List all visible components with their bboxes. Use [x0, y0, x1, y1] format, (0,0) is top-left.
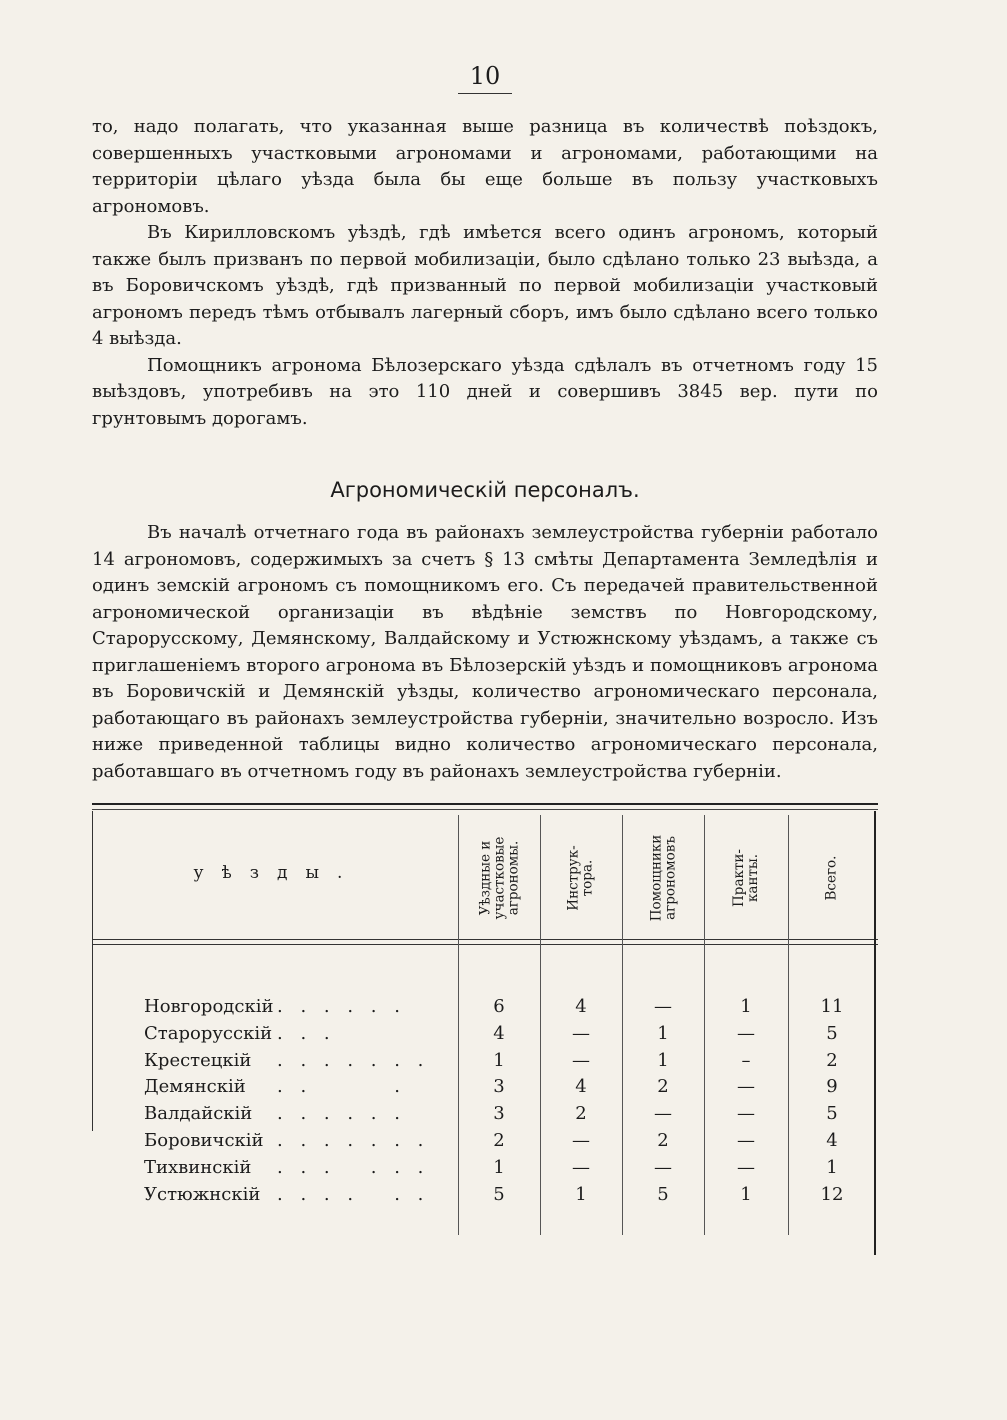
header-col-agronomists	[458, 821, 540, 935]
cell-instructors: 4	[575, 1076, 587, 1098]
cell-agronomists: 5	[493, 1183, 505, 1205]
cell-agronomists: 1	[493, 1156, 505, 1178]
row-uezd-name: Новгородскій	[144, 996, 274, 1017]
cell-total: 2	[826, 1049, 838, 1071]
cell-total: 11	[820, 996, 844, 1017]
header-col-instructors	[540, 821, 622, 935]
cell-trainees: —	[737, 1076, 755, 1098]
header-col-trainees-label: Практи- канты.	[731, 849, 761, 907]
header-uezdy: уѣзды.	[193, 863, 361, 883]
cell-agronomists: 6	[493, 996, 505, 1017]
cell-instructors: 2	[575, 1103, 587, 1125]
cell-agronomists: 2	[493, 1129, 505, 1151]
paragraph-2: Въ Кирилловскомъ уѣздѣ, гдѣ имѣется всего одинъ агрономъ, который также былъ призванъ по первой мобилизаціи, было сдѣлано только 23 выѣзда, а въ Боровичскомъ уѣздѣ, гдѣ призванный по первой мобилизаціи участковый агрономъ передъ тѣмъ отбывалъ лагерный сборъ, имъ было сдѣлано всего только 4 выѣзда.	[92, 222, 878, 349]
row-leader-dots: . . . . . .	[277, 1156, 430, 1178]
cell-instructors: 1	[575, 1183, 587, 1205]
page-number: 10	[469, 62, 501, 90]
cell-agronomists: 4	[493, 1022, 505, 1044]
row-uezd-name: Устюжнскій	[144, 1183, 261, 1205]
header-col-trainees	[704, 821, 788, 935]
table-header-rule	[92, 939, 878, 940]
paragraph-3: Помощникъ агронома Бѣлозерскаго уѣзда сдѣлалъ въ отчетномъ году 15 выѣздовъ, употребивъ на это 110 дней и совершивъ 3845 вер. пути по грунтовымъ дорогамъ.	[92, 354, 878, 429]
header-col-total	[788, 821, 874, 935]
cell-total: 5	[826, 1103, 838, 1125]
paragraph-1: то, надо полагать, что указанная выше разница въ количествѣ поѣздокъ, совершенныхъ участковыми агрономами и агрономами, работающими на территоріи цѣлаго уѣзда была бы еще больше въ пользу участковыхъ агрономовъ.	[92, 116, 878, 217]
cell-instructors: —	[572, 1049, 590, 1071]
table-row	[92, 1023, 878, 1050]
section-text	[92, 520, 878, 785]
table-body	[92, 996, 878, 1210]
header-col-instructors-label: Инструк- тора.	[565, 845, 596, 911]
cell-trainees: –	[741, 1049, 751, 1071]
cell-instructors: 4	[575, 996, 587, 1017]
row-uezd-name: Крестецкій	[144, 1049, 252, 1071]
cell-assistants: —	[654, 1103, 672, 1125]
cell-assistants: 1	[657, 1049, 669, 1071]
cell-total: 5	[826, 1022, 838, 1044]
table-row	[92, 1157, 878, 1184]
cell-trainees: —	[737, 1103, 755, 1125]
row-leader-dots: . . .	[277, 1022, 336, 1044]
cell-trainees: —	[737, 1022, 755, 1044]
row-uezd-name: Валдайскій	[144, 1103, 253, 1125]
row-uezd-name: Демянскій	[144, 1076, 246, 1098]
cell-assistants: 2	[657, 1129, 669, 1151]
row-leader-dots: . . .	[277, 1076, 406, 1098]
section-title: Агрономическій персоналъ.	[330, 478, 640, 502]
header-col-assistants	[622, 821, 704, 935]
row-uezd-name: Старорусскій	[144, 1022, 273, 1044]
table-row	[92, 1103, 878, 1130]
cell-assistants: 1	[657, 1022, 669, 1044]
cell-assistants: —	[654, 996, 672, 1017]
cell-trainees: 1	[740, 1183, 752, 1205]
header-col-agronomists-label: Уѣздные и участковые агрономы.	[477, 836, 522, 920]
cell-trainees: —	[737, 1156, 755, 1178]
table-row	[92, 1184, 878, 1211]
cell-assistants: —	[654, 1156, 672, 1178]
cell-agronomists: 3	[493, 1103, 505, 1125]
table-top-rule	[92, 803, 878, 805]
row-leader-dots: . . . . . . .	[277, 1049, 430, 1071]
row-leader-dots: . . . . . .	[277, 1103, 406, 1125]
cell-total: 4	[826, 1129, 838, 1151]
cell-trainees: —	[737, 1129, 755, 1151]
cell-agronomists: 3	[493, 1076, 505, 1098]
table-top-rule-thin	[92, 809, 878, 810]
header-col-assistants-label: Помощники агрономовъ	[648, 834, 679, 922]
table-row	[92, 996, 878, 1023]
cell-assistants: 5	[657, 1183, 669, 1205]
section-paragraph: Въ началѣ отчетнаго года въ районахъ землеустройства губерніи работало 14 агрономовъ, содержимыхъ за счетъ § 13 смѣты Департамента Земледѣлія и одинъ земскій агрономъ съ помощникомъ его. Съ передачей правительственной агрономической организаціи въ вѣдѣніе земствъ по Новгородскому, Старорусскому, Демянскому, Валдайскому и Устюжнскому уѣздамъ, а также съ приглашеніемъ второго агронома въ Бѣлозерскій уѣздъ и помощниковъ агронома въ Боровичскій и Демянскій уѣзды, количество агрономическаго персонала, работающаго въ районахъ землеустройства губерніи, значительно возросло. Изъ ниже приведенной таблицы видно количество агрономическаго персонала, работавшаго въ отчетномъ году въ районахъ землеустройства губерніи.	[92, 522, 878, 782]
row-leader-dots: . . . . . . .	[277, 1129, 430, 1151]
table-row	[92, 1130, 878, 1157]
cell-instructors: —	[572, 1156, 590, 1178]
intro-text	[92, 114, 878, 432]
row-leader-dots: . . . . . .	[277, 996, 406, 1017]
cell-trainees: 1	[740, 996, 752, 1017]
cell-assistants: 2	[657, 1076, 669, 1098]
header-col-total-label: Всего.	[823, 855, 839, 901]
cell-total: 1	[826, 1156, 838, 1178]
cell-instructors: —	[572, 1129, 590, 1151]
page-number-rule	[458, 93, 512, 94]
row-uezd-name: Тихвинскій	[144, 1156, 252, 1178]
table-row	[92, 1050, 878, 1077]
cell-total: 12	[820, 1183, 844, 1205]
row-uezd-name: Боровичскій	[144, 1129, 264, 1151]
cell-instructors: —	[572, 1022, 590, 1044]
cell-agronomists: 1	[493, 1049, 505, 1071]
table-row	[92, 1076, 878, 1103]
table-header-rule-2	[92, 944, 878, 945]
row-leader-dots: . . . . . .	[277, 1183, 430, 1205]
personnel-table	[92, 803, 878, 1263]
cell-total: 9	[826, 1076, 838, 1098]
